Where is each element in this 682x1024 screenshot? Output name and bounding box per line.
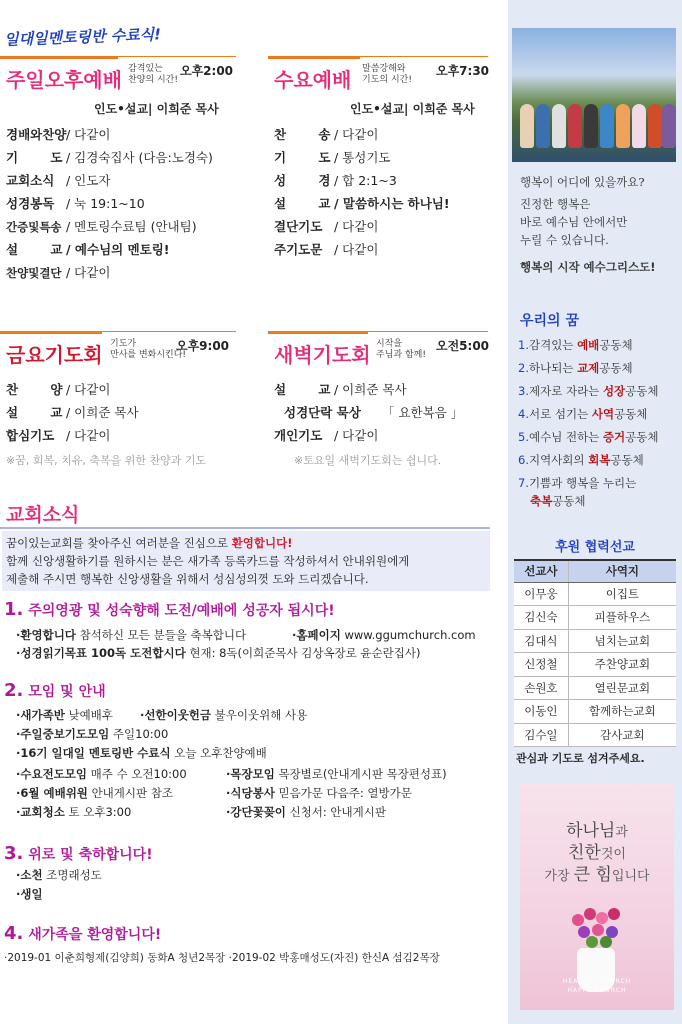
- service-title: 주일오후예배: [6, 68, 122, 92]
- service-friday: [0, 331, 240, 471]
- table-row: 김수일 감사교회: [514, 723, 676, 747]
- news-item: ·새가족반 낮예배후: [16, 708, 113, 722]
- table-row: 손원호 열린문교회: [514, 676, 676, 700]
- program-row: 주기도문 / 다같이: [274, 242, 379, 257]
- table-header: 선교사: [514, 560, 568, 582]
- divider: [0, 527, 490, 529]
- news-item: ·환영합니다 참석하신 모든 분들을 축복합니다: [16, 628, 247, 642]
- program-row: 합심기도 / 다같이: [6, 428, 111, 443]
- news-item: ·홈페이지 www.ggumchurch.com: [292, 628, 476, 642]
- happy-text: 누릴 수 있습니다.: [520, 233, 609, 247]
- news-item: ·6월 예배위원 안내게시판 참조: [16, 786, 173, 800]
- card-logo: HAPPY CHURCH: [567, 987, 627, 994]
- service-title: 수요예배: [274, 68, 352, 92]
- dream-item: 5.예수님 전하는 증거공동체: [518, 430, 659, 444]
- happy-text: 진정한 행복은: [520, 197, 591, 211]
- service-wednesday: [268, 56, 490, 286]
- section-heading: 4. 새가족을 환영합니다!: [4, 923, 162, 944]
- program-row: 기 도/ 김경숙집사 (다음:노경숙): [6, 150, 213, 165]
- dream-item: 1.감격있는 예배공동체: [518, 338, 633, 352]
- service-leader: 인도•설교| 이희준 목사: [350, 102, 475, 116]
- program-row: 설 교/ 예수님의 멘토링!: [6, 242, 170, 257]
- news-item: ·성경읽기목표 100독 도전합시다 현재: 8독(이희준목사 김상옥장로 윤순란집사): [16, 646, 421, 660]
- program-row: 간증및특송 / 멘토링수료팀 (안내팀): [6, 219, 197, 234]
- program-row: 찬양및결단 / 다같이: [6, 265, 111, 280]
- news-item: ·2019-01 이춘희형제(김양희) 동화A 청년2목장 ·2019-02 박홍매성도(자진) 한신A 섬김2목장: [4, 952, 440, 964]
- table-row: 신정철 주찬양교회: [514, 653, 676, 677]
- news-item: ·목장모임 목장별로(안내게시판 목장편성표): [226, 767, 447, 781]
- dream-item: 4.서로 섬기는 사역공동체: [518, 407, 648, 421]
- intro-line: 제출해 주시면 행복한 신앙생활을 위해서 성심성의껏 도와 드리겠습니다.: [6, 572, 369, 586]
- service-sunday: [0, 56, 240, 286]
- verse-card: 하나님과 친한것이 가장 큰 힘입니다 HEALTHY CHURCH HAPPY CHURCH: [520, 784, 674, 1010]
- dream-item: 축복공동체: [530, 494, 586, 508]
- service-time: 오전5:00: [436, 339, 490, 353]
- service-sub: 감격있는 찬양의 시간!: [128, 64, 178, 85]
- service-time: 오후9:00: [176, 339, 230, 353]
- program-row: 결단기도 / 다같이: [274, 219, 379, 234]
- dream-item: 3.제자로 자라는 성장공동체: [518, 384, 659, 398]
- program-row: 설 교/ 말씀하시는 하나님!: [274, 196, 450, 211]
- section-heading: 2. 모임 및 안내: [4, 680, 106, 701]
- news-item: ·식당봉사 믿음가문 다음주: 열방가문: [226, 786, 412, 800]
- prayer-request: 관심과 기도로 섬겨주세요.: [516, 752, 645, 765]
- program-row: 개인기도 / 다같이: [274, 428, 379, 443]
- card-logo: HEALTHY CHURCH: [562, 978, 632, 985]
- table-header: 사역지: [568, 560, 676, 582]
- program-row: 성 경/ 합 2:1~3: [274, 173, 397, 188]
- news-item: ·소천 조명래성도: [16, 868, 102, 882]
- news-item: ·교회청소 토 오후3:00: [16, 805, 132, 819]
- intro-line: 함께 신앙생활하기를 원하시는 분은 새가족 등록카드를 작성하셔서 안내위원에게: [6, 554, 410, 568]
- intro-line: 꿈이있는교회를 찾아주신 여러분을 진심으로 환영합니다!: [6, 536, 293, 550]
- news-title: 교회소식: [6, 504, 80, 526]
- group-photo: [512, 28, 676, 162]
- service-note: ※토요일 새벽기도회는 쉽니다.: [294, 454, 442, 467]
- service-leader: 인도•설교| 이희준 목사: [94, 102, 219, 116]
- dream-title: 우리의 꿈: [520, 313, 579, 329]
- mission-title: 후원 협력선교: [555, 540, 635, 555]
- program-row: 설 교/ 이희준 목사: [274, 382, 407, 397]
- table-row: 이동인 함께하는교회: [514, 700, 676, 724]
- service-note: ※꿈, 회복, 치유, 축복을 위한 찬양과 기도: [6, 454, 207, 467]
- happy-text: 행복이 어디에 있을까요?: [520, 175, 645, 189]
- service-time: 오후7:30: [436, 64, 490, 78]
- section-heading: 3. 위로 및 축하합니다!: [4, 843, 153, 864]
- mission-table: [514, 559, 676, 747]
- dream-item: 2.하나되는 교제공동체: [518, 361, 633, 375]
- happy-text: 행복의 시작 예수그리스도!: [520, 260, 656, 274]
- news-item: ·16기 일대일 멘토링반 수료식 오늘 오후찬양예배: [16, 746, 267, 760]
- table-row: 김신숙 피플하우스: [514, 606, 676, 630]
- news-item: ·강단꽃꽂이 신청서: 안내게시판: [226, 805, 386, 819]
- news-item: ·수요전도모임 매주 수 오전10:00: [16, 767, 187, 781]
- program-row: 경배와찬양/ 다같이: [6, 127, 111, 142]
- service-time: 오후2:00: [180, 64, 234, 78]
- service-title: 새벽기도회: [274, 343, 371, 367]
- table-row: 이무웅 이집트: [514, 582, 676, 606]
- program-row: 찬 양/ 다같이: [6, 382, 111, 397]
- dream-item: 6.지역사회의 회복공동체: [518, 453, 644, 467]
- service-sub: 기도가 만사를 변화시킨다!: [110, 339, 187, 360]
- service-sub: 시작을 주님과 함께!: [376, 339, 426, 360]
- news-item: ·선한이웃헌금 불우이웃위해 사용: [140, 708, 308, 722]
- service-dawn: [268, 331, 490, 471]
- news-item: ·주일중보기도모임 주일10:00: [16, 727, 169, 741]
- service-sub: 말씀강해와 기도의 시간!: [362, 64, 412, 85]
- banner-text: 일대일멘토링반 수료식!: [3, 25, 162, 49]
- program-row: 기 도/ 통성기도: [274, 150, 391, 165]
- program-row: 성경봉독 / 눅 19:1~10: [6, 196, 145, 211]
- program-row: 설 교/ 이희준 목사: [6, 405, 139, 420]
- program-row: 성경단락 묵상 「 요한복음 」: [284, 405, 464, 420]
- program-row: 교회소식 / 인도자: [6, 173, 111, 188]
- service-title: 금요기도회: [6, 343, 103, 367]
- sidebar: [508, 0, 682, 1024]
- section-heading: 1. 주의영광 및 성숙향해 도전/예배에 성공자 됩시다!: [4, 599, 335, 620]
- happy-text: 바로 예수님 안에서만: [520, 215, 628, 229]
- table-row: 김대식 넘치는교회: [514, 629, 676, 653]
- dream-item: 7.기쁨과 행복을 누리는: [518, 476, 637, 490]
- vase-image: [577, 948, 615, 992]
- news-item: ·생일: [16, 887, 43, 901]
- program-row: 찬 송/ 다같이: [274, 127, 379, 142]
